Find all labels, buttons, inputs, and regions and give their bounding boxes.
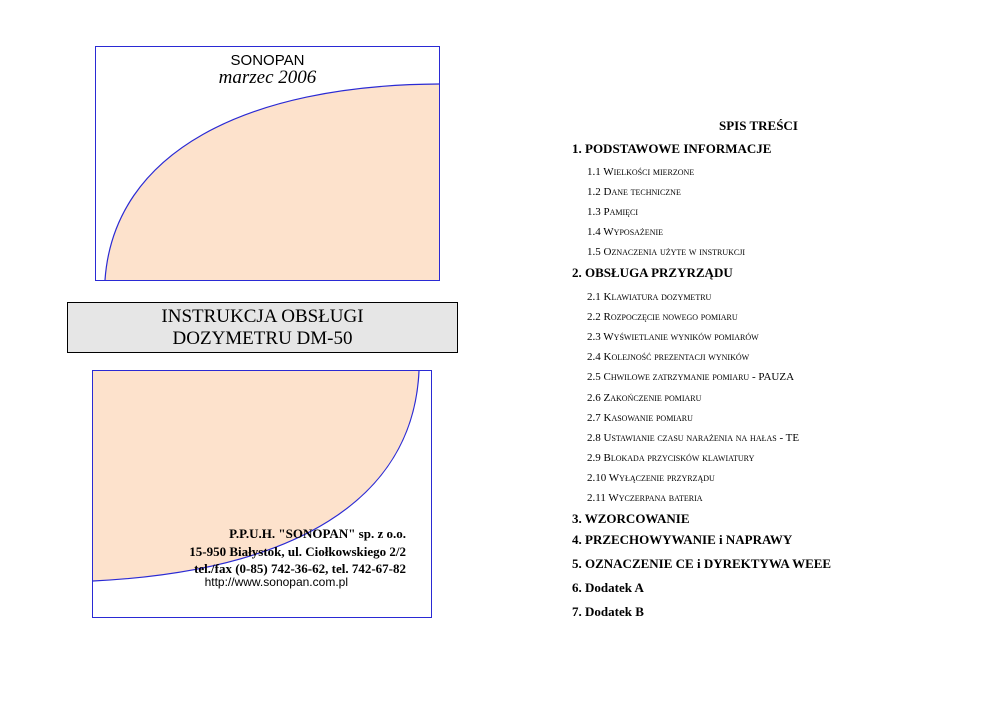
brand-name: SONOPAN xyxy=(230,52,305,69)
toc-subsection: 2.6 Zakończenie pomiaru xyxy=(587,392,702,404)
manual-title-line2: DOZYMETRU DM-50 xyxy=(172,328,353,349)
toc-subsection: 2.8 Ustawianie czasu narażenia na hałas - TE xyxy=(587,432,800,444)
cover-top-panel xyxy=(95,46,440,281)
toc-subsection: 2.4 Kolejność prezentacji wyników xyxy=(587,351,750,363)
toc-subsection: 1.1 Wielkości mierzone xyxy=(587,166,695,178)
company-name: P.P.U.H. "SONOPAN" sp. z o.o. xyxy=(229,526,406,541)
toc-subsection: 2.3 Wyświetlanie wyników pomiarów xyxy=(587,331,759,343)
cover-bottom-panel xyxy=(92,370,432,618)
toc-section: 5. OZNACZENIE CE i DYREKTYWA WEEE xyxy=(572,556,832,571)
toc-subsection: 2.5 Chwilowe zatrzymanie pomiaru - PAUZA xyxy=(587,371,795,383)
company-phones: tel./fax (0-85) 742-36-62, tel. 742-67-82 xyxy=(194,561,406,576)
toc-subsection: 2.9 Blokada przycisków klawiatury xyxy=(587,452,755,464)
toc-subsection: 1.4 Wyposażenie xyxy=(587,226,664,238)
toc-subsection: 1.5 Oznaczenia użyte w instrukcji xyxy=(587,246,746,258)
company-address: 15-950 Białystok, ul. Ciołkowskiego 2/2 xyxy=(189,544,406,559)
publication-date: marzec 2006 xyxy=(218,67,317,88)
toc-subsection: 2.11 Wyczerpana bateria xyxy=(587,492,703,504)
toc-section: 7. Dodatek B xyxy=(572,604,644,619)
toc-subsection: 1.2 Dane techniczne xyxy=(587,186,681,198)
toc-section: 1. PODSTAWOWE INFORMACJE xyxy=(572,141,772,156)
toc-subsection: 2.2 Rozpoczęcie nowego pomiaru xyxy=(587,311,738,323)
toc-title: SPIS TREŚCI xyxy=(719,118,798,133)
manual-title-line1: INSTRUKCJA OBSŁUGI xyxy=(161,306,364,327)
company-website[interactable]: http://www.sonopan.com.pl xyxy=(204,575,348,589)
toc-subsection: 1.3 Pamięci xyxy=(587,206,639,218)
toc-section: 3. WZORCOWANIE xyxy=(572,511,690,526)
toc-section: 2. OBSŁUGA PRZYRZĄDU xyxy=(572,265,733,280)
manual-title xyxy=(67,302,458,353)
toc-subsection: 2.1 Klawiatura dozymetru xyxy=(587,291,712,303)
toc-section: 4. PRZECHOWYWANIE i NAPRAWY xyxy=(572,532,793,547)
toc-subsection: 2.10 Wyłączenie przyrządu xyxy=(587,472,715,484)
toc-subsection: 2.7 Kasowanie pomiaru xyxy=(587,412,693,424)
toc-section: 6. Dodatek A xyxy=(572,580,644,595)
